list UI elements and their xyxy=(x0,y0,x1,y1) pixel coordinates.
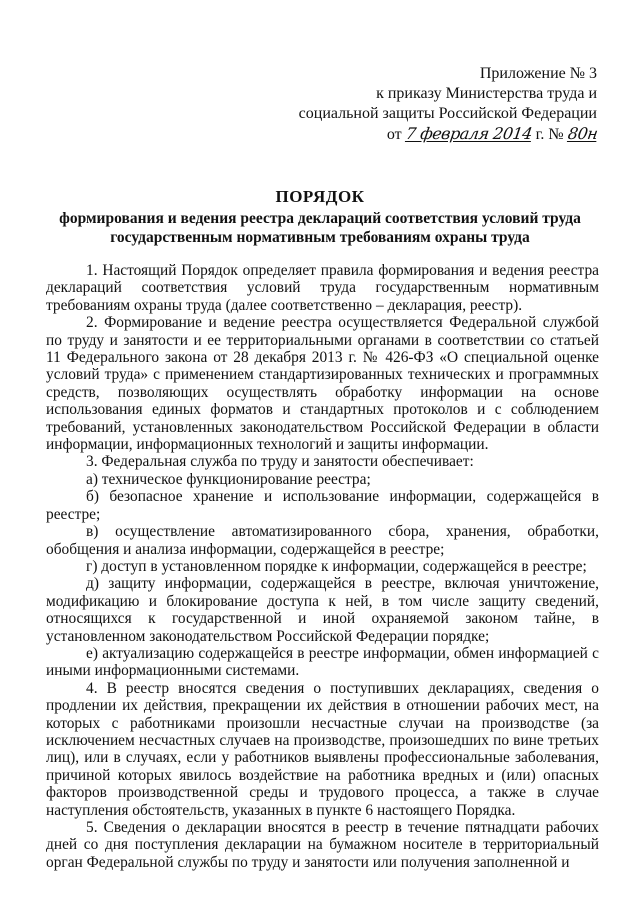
paragraph-2: 2. Формирование и ведение реестра осуществляется Федеральной службой по труду и занятости и ее территориальными органами в соответствии со статьей 11 Федерального закона от 28 декабря 2013 г. № 426-ФЗ «О специальной оценке условий труда» с применением стандартизированных технических и программных средств, позволяющих осуществлять обработку информации на основе использования единых форматов и стандартных протоколов и с соблюдением требований, установленных законодательством Российской Федерации в области информации, информационных технологий и защиты информации. xyxy=(46,314,599,454)
list-item-d: д) защиту информации, содержащейся в реестре, включая уничтожение, модификацию и блокирование доступа к ней, в том числе защиту сведений, относящихся к государственной и иной охраняемой законом тайне, в установленном законодательством Российской Федерации порядке; xyxy=(46,575,599,645)
list-item-e: е) актуализацию содержащейся в реестре информации, обмен информацией с иными информационными системами. xyxy=(46,644,599,680)
list-item-g: г) доступ в установленном порядке к информации, содержащейся в реестре; xyxy=(86,557,587,575)
appendix-number: Приложение № 3 xyxy=(479,65,597,82)
ministry-name: социальной защиты Российской Федерации xyxy=(298,105,597,122)
order-date-line xyxy=(297,124,597,145)
order-reference: к приказу Министерства труда и xyxy=(376,85,597,102)
list-item-b: б) безопасное хранение и использование информации, содержащейся в реестре; xyxy=(46,488,599,523)
title-main: ПОРЯДОК xyxy=(275,187,365,206)
paragraph-1: 1. Настоящий Порядок определяет правила формирования и ведения реестра деклараций соответствия условий труда государственным нормативным требованиям охраны труда (далее соответственно – декларация, реестр). xyxy=(46,262,599,314)
appendix-header xyxy=(297,64,597,145)
title-subtitle-line-1: формирования и ведения реестра деклараций соответствия условий труда xyxy=(59,210,581,227)
handwritten-date: 7 февраля 2014 xyxy=(404,124,533,143)
title-subtitle-line-2: государственным нормативным требованиям охраны труда xyxy=(110,229,530,246)
paragraph-4: 4. В реестр вносятся сведения о поступивших декларациях, сведения о продлении их действия, прекращении их действия в отношении рабочих мест, на которых с работниками произошли несчастные случаи на производстве (за исключением несчастных случаев на производстве, произошедших по вине третьих лиц), или в случаях, если у работников выявлены профессиональные заболевания, причиной которых явилось воздействие на работника вредных и (или) опасных факторов производственной среды и трудового процесса, а также в случае наступления обстоятельств, указанных в пункте 6 настоящего Порядка. xyxy=(46,679,599,819)
document-title xyxy=(40,185,600,247)
order-number-prefix: г. № xyxy=(535,126,564,143)
handwritten-order-number: 80н xyxy=(566,124,599,143)
document-body xyxy=(46,262,599,871)
paragraph-3: 3. Федеральная служба по труду и занятости обеспечивает: xyxy=(86,453,474,471)
date-prefix: от xyxy=(386,126,402,143)
list-item-a: а) техническое функционирование реестра; xyxy=(86,470,371,488)
list-item-v: в) осуществление автоматизированного сбора, хранения, обработки, обобщения и анализа информации, содержащейся в реестре; xyxy=(46,523,599,558)
paragraph-5: 5. Сведения о декларации вносятся в реестр в течение пятнадцати рабочих дней со дня поступления декларации на бумажном носителе в территориальный орган Федеральной службы по труду и занятости или получения заполненной и xyxy=(46,819,599,871)
